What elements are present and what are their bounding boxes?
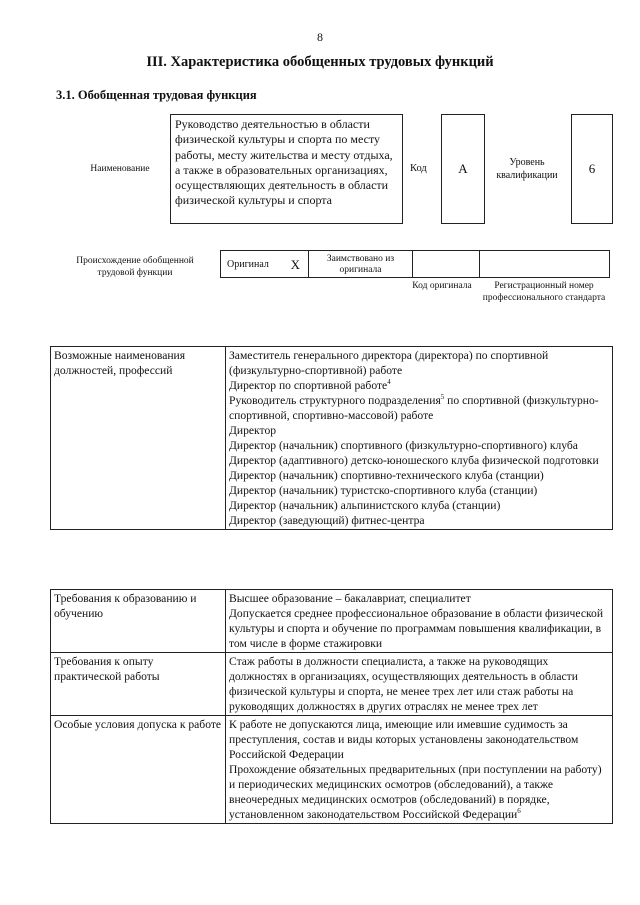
list-item: Директор: [229, 424, 277, 437]
positions-label: Возможные наименования должностей, профессий: [51, 347, 226, 530]
list-item: Директор (начальник) спортивно-технического клуба (станции): [229, 469, 544, 482]
qualification-level-box: 6: [571, 114, 613, 224]
list-item: Руководитель структурного подразделения$^5$ по спортивной (физкультурно-спортивной, спортивно-массовой) работе: [229, 393, 599, 422]
original-label: Оригинал: [227, 258, 269, 270]
table-row: [51, 653, 613, 716]
page-number: 8: [317, 30, 323, 44]
list-item: Директор (начальник) спортивного (физкультурно-спортивного) клуба: [229, 439, 578, 452]
code-original-label: Код оригинала: [412, 281, 472, 291]
original-mark: X: [290, 257, 300, 272]
footnote-ref: 6: [517, 807, 521, 816]
section-title: III. Характеристика обобщенных трудовых функций: [146, 54, 494, 70]
list-item: Директор (заведующий) фитнес-центра: [229, 514, 425, 527]
education-label: Требования к образованию и обучению: [51, 590, 226, 653]
special-conditions-value: К работе не допускаются лица, имеющие или имевшие судимость за преступления, состав и виды которых установлены законодательством Российской Федерации Прохождение обязательных предварительных (при поступлении на работу) и периодических медицинских осмотров (обследований), а также внеочередных медицинских осмотров (обследований) в порядке, установленном законодательством Российской Федерации$^6$: [226, 716, 613, 824]
table-row: [51, 716, 613, 824]
origin-label: Происхождение обобщенной трудовой функции: [76, 256, 194, 278]
table-row: [51, 590, 613, 653]
list-item: Директор (начальник) альпинистского клуба (станции): [229, 499, 501, 512]
borrowed-cell: Заимствовано из оригинала: [309, 251, 413, 277]
code-value-box: А: [441, 114, 485, 224]
list-item: Директор (начальник) туристско-спортивного клуба (станции): [229, 484, 538, 497]
original-cell: [221, 251, 309, 277]
list-item: Директор по спортивной работе$^4$: [229, 378, 391, 392]
subsection-title: 3.1. Обобщенная трудовая функция: [56, 88, 257, 102]
experience-value: Стаж работы в должности специалиста, а также на руководящих должностях в организациях, осуществляющих деятельность в области физической культуры и спорта, не менее трех лет или стаж работы на руководящих должностях в других отраслях не менее трех лет: [226, 653, 613, 716]
code-original-cell: [413, 251, 480, 277]
table-row: [51, 347, 613, 530]
reg-number-label: Регистрационный номер профессионального стандарта: [482, 281, 606, 303]
requirements-table: [50, 589, 613, 824]
list-item: Директор (адаптивного) детско-юношеского клуба физической подготовки: [229, 454, 599, 467]
code-label: Код: [410, 163, 427, 174]
qualification-level-label: Уровень квалификации: [496, 157, 558, 181]
origin-row: [220, 250, 610, 278]
positions-list: [226, 347, 613, 530]
reg-number-cell: [480, 251, 609, 277]
name-label: Наименование: [90, 164, 150, 174]
experience-label: Требования к опыту практической работы: [51, 653, 226, 716]
function-name-box: Руководство деятельностью в области физической культуры и спорта по месту работы, месту жительства и месту отдыха, а также в образовательных организациях, осуществляющих деятельность в области физической культуры и спорта: [170, 114, 403, 224]
positions-table: [50, 346, 613, 530]
education-value: Высшее образование – бакалавриат, специалитет Допускается среднее профессиональное образование в области физической культуры и спорта и обучение по программам повышения квалификации, в том числе в форме стажировки: [226, 590, 613, 653]
footnote-ref: 5: [440, 393, 445, 402]
list-item: Заместитель генерального директора (директора) по спортивной (физкультурно-спортивной) работе: [229, 349, 549, 377]
footnote-ref: 4: [387, 378, 391, 387]
special-conditions-label: Особые условия допуска к работе: [51, 716, 226, 824]
